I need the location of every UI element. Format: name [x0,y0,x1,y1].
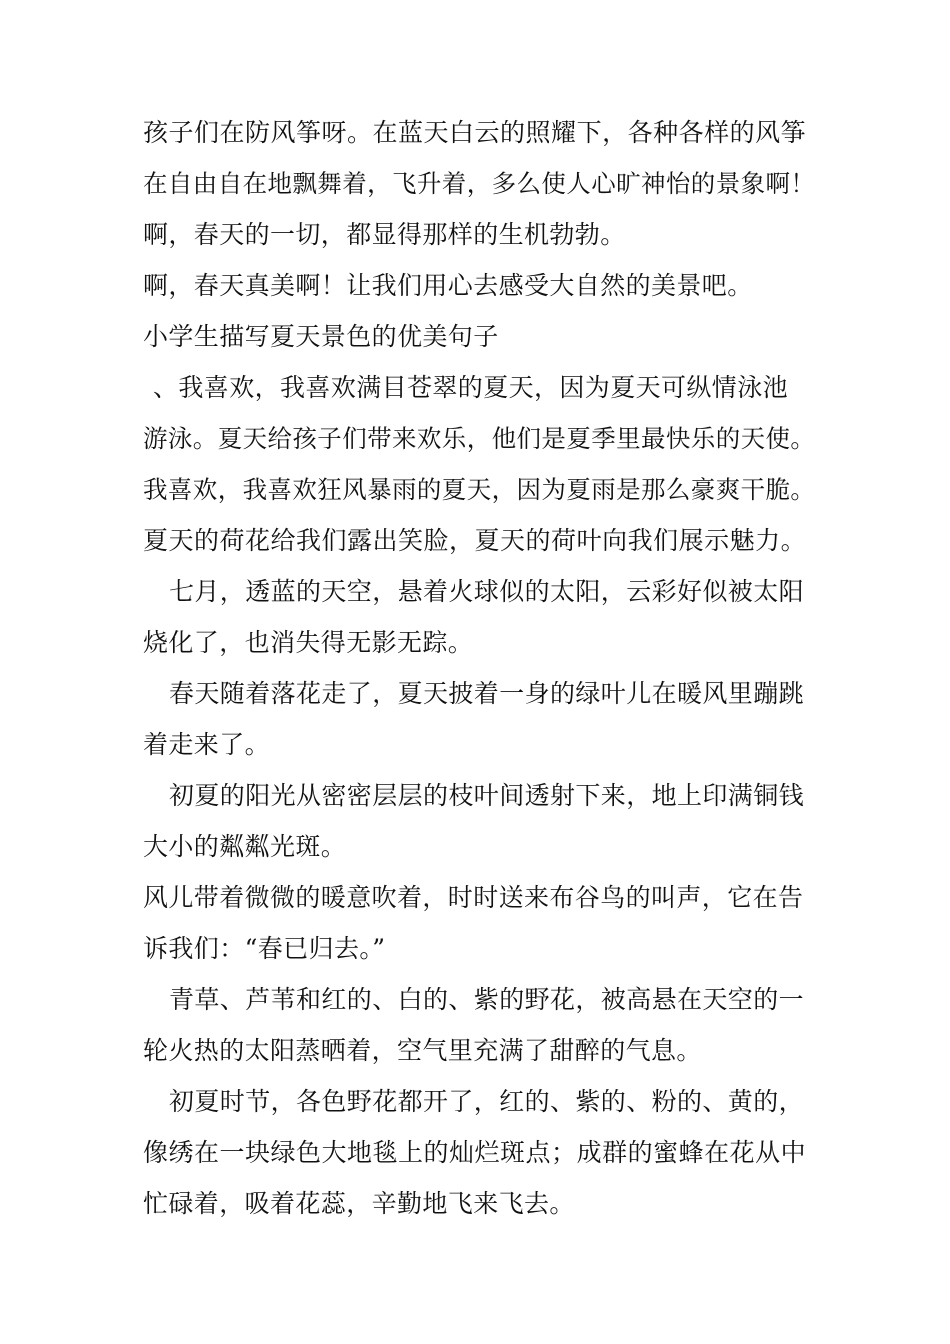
text-line: 烧化了，也消失得无影无踪。 [143,628,474,657]
text-line: 我喜欢，我喜欢狂风暴雨的夏天，因为夏雨是那么豪爽干脆。 [143,475,816,504]
text-line: 着走来了。 [143,730,271,759]
text-line: 忙碌着，吸着花蕊，辛勤地飞来飞去。 [143,1189,575,1218]
text-line: 大小的粼粼光斑。 [143,832,347,861]
text-line: 孩子们在防风筝呀。在蓝天白云的照耀下，各种各样的风筝 [143,118,806,147]
text-line: 、我喜欢，我喜欢满目苍翠的夏天，因为夏天可纵情泳池 [153,373,789,402]
text-line: 游泳。夏天给孩子们带来欢乐，他们是夏季里最快乐的天使。 [143,424,816,453]
text-line: 诉我们：“春已归去。” [143,934,386,963]
text-line: 啊，春天真美啊！让我们用心去感受大自然的美景吧。 [143,271,753,300]
document-body [143,107,823,1229]
text-line: 轮火热的太阳蒸晒着，空气里充满了甜醉的气息。 [143,1036,702,1065]
text-line: 在自由自在地飘舞着，飞升着，多么使人心旷神怡的景象啊！ [143,169,816,198]
text-line: 像绣在一块绿色大地毯上的灿烂斑点；成群的蜜蜂在花从中 [143,1138,806,1167]
text-line: 啊，春天的一切，都显得那样的生机勃勃。 [143,220,626,249]
text-line: 风儿带着微微的暖意吹着，时时送来布谷鸟的叫声，它在告 [143,883,804,912]
text-line: 七月，透蓝的天空，悬着火球似的太阳，云彩好似被太阳 [169,577,805,606]
text-line: 夏天的荷花给我们露出笑脸，夏天的荷叶向我们展示魅力。 [143,526,806,555]
section-heading: 小学生描写夏天景色的优美句子 [143,322,499,351]
text-line: 初夏时节，各色野花都开了，红的、紫的、粉的、黄的， [169,1087,805,1116]
text-line: 春天随着落花走了，夏天披着一身的绿叶儿在暖风里蹦跳 [169,679,805,708]
text-line: 初夏的阳光从密密层层的枝叶间透射下来，地上印满铜钱 [169,781,805,810]
text-line: 青草、芦苇和红的、白的、紫的野花，被高悬在天空的一 [169,985,805,1014]
